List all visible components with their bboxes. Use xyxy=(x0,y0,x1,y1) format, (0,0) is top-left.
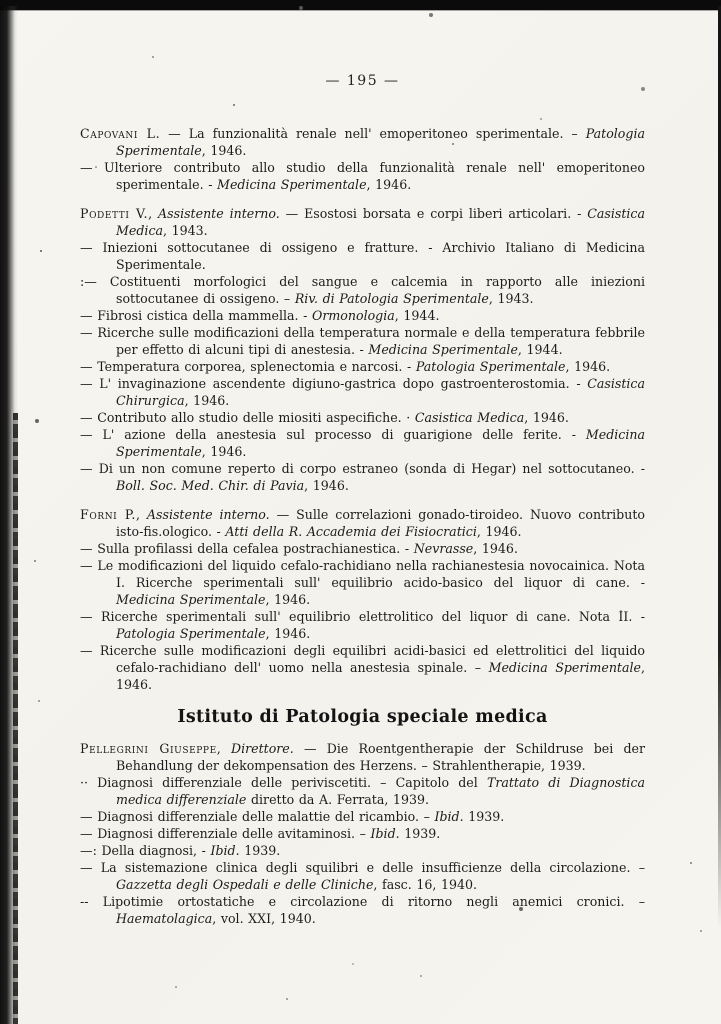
bibliography-entry xyxy=(80,608,645,642)
text-run: , 1944. xyxy=(517,342,563,357)
text-run: diretto da A. Ferrata, 1939. xyxy=(246,792,429,807)
bibliography-entry xyxy=(80,324,645,358)
text-run: , 1946. xyxy=(473,541,518,556)
bibliography-entry xyxy=(80,409,645,426)
journal-title: Medicina Sperimentale xyxy=(368,342,518,357)
journal-title: Casistica Medica xyxy=(414,410,525,425)
text-run: , 1943. xyxy=(163,223,208,238)
text-run: , 1946. xyxy=(116,660,645,692)
text-run: 1939. xyxy=(239,843,281,858)
text-run: — Iniezioni sottocutanee di ossigeno e fratture. - Archivio Italiano di Medicina Sperimentale. xyxy=(80,240,645,272)
bibliography-entry xyxy=(80,273,645,307)
book-title: Trattato di Diagnostica medica differenziale xyxy=(116,775,646,807)
text-run: — La funzionalità renale nell' emoperitoneo sperimentale. – xyxy=(160,126,586,141)
bibliography-entry xyxy=(80,774,645,808)
text-run: — Contributo allo studio delle miositi aspecifiche. · xyxy=(80,410,415,425)
text-run: 1939. xyxy=(399,826,441,841)
page-content xyxy=(80,0,645,939)
bibliography-entry xyxy=(80,540,645,557)
bibliography-group xyxy=(80,740,645,927)
journal-title: Boll. Soc. Med. Chir. di Pavia xyxy=(116,478,305,493)
bibliography-entry xyxy=(80,239,645,273)
text-run: , 1946. xyxy=(265,626,311,641)
journal-title: Haematolagica xyxy=(116,911,213,926)
author-name: Capovani L. xyxy=(80,126,161,141)
text-run: — Temperatura corporea, splenectomia e narcosi. - xyxy=(80,359,416,374)
text-run: — Diagnosi differenziale delle avitaminosi. – xyxy=(80,826,371,841)
author-name: Forni P. xyxy=(80,507,136,522)
scan-noise-specks xyxy=(0,0,2,2)
author-role: Assistente interno. xyxy=(146,507,270,522)
bibliography-entry xyxy=(80,893,645,927)
text-run: , 1943. xyxy=(488,291,534,306)
text-run: , xyxy=(135,507,147,522)
bibliography-entry xyxy=(80,740,645,774)
journal-title: Patologia Sperimentale xyxy=(116,626,266,641)
bibliography-entry xyxy=(80,825,645,842)
text-run: — Esostosi borsata e corpi liberi articolari. - xyxy=(279,206,588,221)
journal-title: Ibid. xyxy=(210,843,240,858)
text-run: — Sulla profilassi della cefalea postrachianestica. - xyxy=(80,541,414,556)
bibliography-entry xyxy=(80,859,645,893)
bibliography-entry xyxy=(80,159,645,193)
author-role: Direttore. xyxy=(230,741,294,756)
bibliography-entry xyxy=(80,205,645,239)
text-run: — Di un non comune reperto di corpo estraneo (sonda di Hegar) nel sottocutaneo. - xyxy=(80,461,645,476)
journal-title: Gazzetta degli Ospedali e delle Cliniche xyxy=(116,877,374,892)
journal-title: Medicina Sperimentale xyxy=(217,177,367,192)
text-run: , 1944. xyxy=(394,308,440,323)
bibliography-group xyxy=(80,125,645,193)
text-run: , 1946. xyxy=(201,143,247,158)
bibliography-entry xyxy=(80,557,645,608)
text-run: — Diagnosi differenziale delle malattie del ricambio. – xyxy=(80,809,435,824)
text-run: — Ulteriore contributo allo studio della funzionalità renale nell' emoperitoneo sperimentale. - xyxy=(80,160,645,192)
text-run: — L' azione della anestesia sul processo di guarigione delle ferite. - xyxy=(80,427,586,442)
journal-title: Ormonologia xyxy=(312,308,395,323)
journal-title: Casistica Medica xyxy=(116,206,645,238)
text-run: — Ricerche sulle modificazioni della temperatura normale e della temperatura febbrile per effetto di alcuni tipi di anestesia. - xyxy=(80,325,645,357)
bibliography-entry xyxy=(80,358,645,375)
bibliography-group xyxy=(80,506,645,693)
bibliography-entry xyxy=(80,506,645,540)
text-run: , 1946. xyxy=(565,359,611,374)
text-run: , 1946. xyxy=(476,524,522,539)
text-run: , 1946. xyxy=(265,592,311,607)
bibliography-entry xyxy=(80,642,645,693)
journal-title: Patologia Sperimentale xyxy=(415,359,566,374)
journal-title: Medicina Sperimentale xyxy=(116,427,645,459)
text-run: , xyxy=(216,741,231,756)
journal-title: Ibid. xyxy=(370,826,400,841)
text-run: — Le modificazioni del liquido cefalo-rachidiano nella rachianestesia novocainica. Nota I. Ricerche sperimentali sull' equilibrio acido-basico del liquor di cane. - xyxy=(80,558,645,590)
bibliography-entry xyxy=(80,426,645,460)
text-run: — L' invaginazione ascendente digiuno-gastrica dopo gastroenterostomia. - xyxy=(80,376,588,391)
journal-title: Casistica Chirurgica xyxy=(116,376,645,408)
text-run: , 1946. xyxy=(304,478,349,493)
journal-title: Medicina Sperimentale xyxy=(116,592,266,607)
text-run: , 1946. xyxy=(184,393,230,408)
text-run: :— Costituenti morfologici del sangue e calcemia in rapporto alle iniezioni sottocutanee di ossigeno. – xyxy=(80,274,645,306)
text-run: — Ricerche sulle modificazioni degli equilibri acidi-basici ed elettrolitici del liquido cefalo-rachidiano dell' uomo nella anestesia spinale. – xyxy=(80,643,645,675)
bibliography-entry xyxy=(80,460,645,494)
author-name: Podetti V. xyxy=(80,206,149,221)
text-run: , 1946. xyxy=(366,177,412,192)
bibliography-entry xyxy=(80,307,645,324)
journal-title: Medicina Sperimentale xyxy=(488,660,641,675)
journal-title: Nevrasse xyxy=(413,541,474,556)
author-name: Pellegrini Giuseppe xyxy=(80,741,217,756)
text-run: ·· Diagnosi differenziale delle periviscetiti. – Capitolo del xyxy=(80,775,487,790)
text-run: 1939. xyxy=(463,809,505,824)
text-run: , fasc. 16, 1940. xyxy=(373,877,478,892)
bibliography-entry xyxy=(80,808,645,825)
bibliography-group xyxy=(80,205,645,494)
journal-title: Patologia Sperimentale xyxy=(116,126,645,158)
text-run: —: Della diagnosi, - xyxy=(80,843,211,858)
text-run: -- Lipotimie ortostatiche e circolazione di ritorno negli anemici cronici. – xyxy=(80,894,645,909)
text-run: — Die Roentgentherapie der Schildruse bei der Behandlung der dekompensation des Herzens. – Strahlentherapie, 1939. xyxy=(116,741,645,773)
author-role: Assistente interno. xyxy=(158,206,280,221)
page-number: — 195 — xyxy=(325,73,400,89)
text-run: — La sistemazione clinica degli squilibri e delle insufficienze della circolazione. – xyxy=(80,860,645,875)
text-run: — Sulle correlazioni gonado-tiroideo. Nuovo contributo isto-fis.ologico. - xyxy=(116,507,645,539)
bibliography-entry xyxy=(80,842,645,859)
journal-title: Atti della R. Accademia dei Fisiocratici xyxy=(225,524,477,539)
bibliography-list xyxy=(80,125,645,927)
bibliography-entry xyxy=(80,375,645,409)
text-run: — Ricerche sperimentali sull' equilibrio elettrolitico del liquor di cane. Nota II. - xyxy=(80,609,645,624)
journal-title: Riv. di Patologia Sperimentale xyxy=(294,291,489,306)
text-run: , 1946. xyxy=(201,444,247,459)
journal-title: Ibid. xyxy=(434,809,464,824)
bibliography-entry xyxy=(80,125,645,159)
text-run: , 1946. xyxy=(524,410,569,425)
text-run: , xyxy=(148,206,159,221)
section-heading: Istituto di Patologia speciale medica xyxy=(177,707,548,727)
book-binding-shadow xyxy=(0,6,18,1024)
text-run: — Fibrosi cistica della mammella. - xyxy=(80,308,313,323)
text-run: , vol. XXI, 1940. xyxy=(212,911,316,926)
